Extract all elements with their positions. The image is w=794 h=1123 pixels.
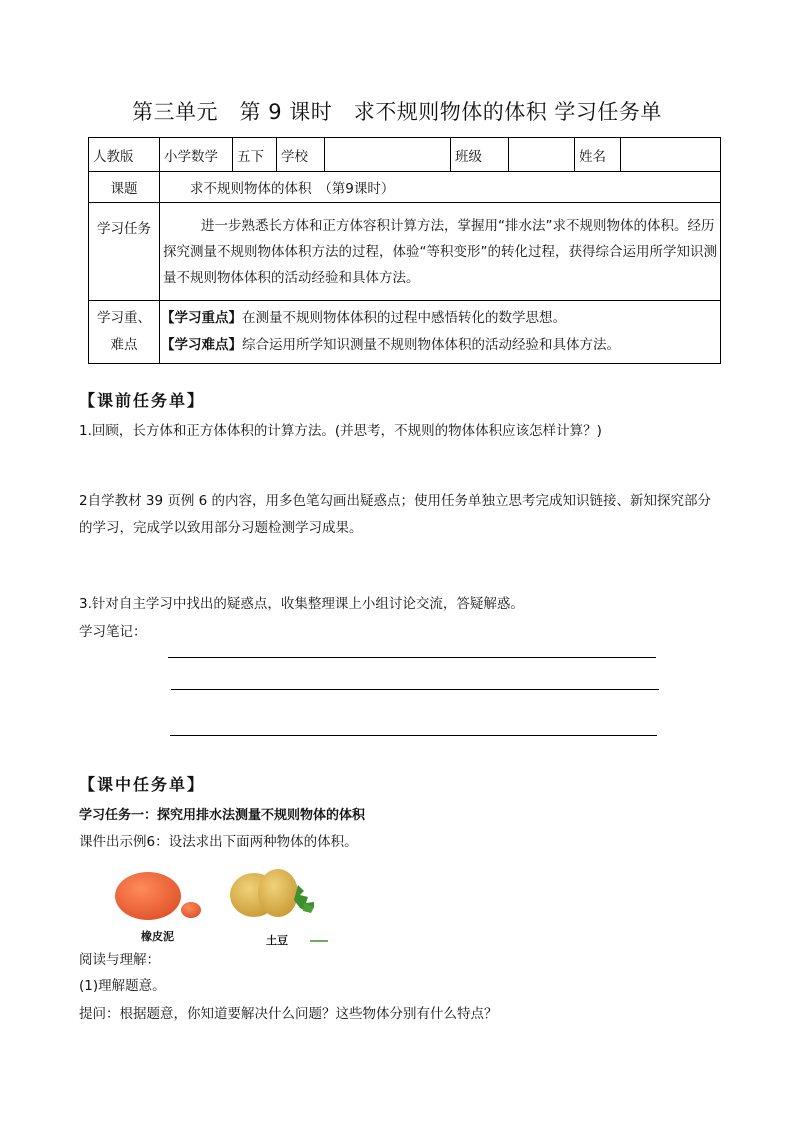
pre-class-item-1: 1.回顾，长方体和正方体体积的计算方法。(并思考，不规则的物体体积应该怎样计算？) <box>79 423 602 439</box>
task-value: 进一步熟悉长方体和正方体容积计算方法，掌握用“排水法”求不规则物体的体积。经历探究测量不规则物体体积方法的过程，体验“等积变形”的转化过程，获得综合运用所学知识测量不规则物体体积的活动经验和具体方法。 <box>160 203 721 301</box>
example-line: 课件出示例6：设法求出下面两种物体的体积。 <box>79 834 358 850</box>
task-label: 学习任务 <box>89 203 160 301</box>
note-line-1[interactable] <box>168 657 656 658</box>
info-table <box>88 137 721 364</box>
difficult-point-text: 综合运用所学知识测量不规则物体体积的活动经验和具体方法。 <box>242 337 620 353</box>
cell-class-value[interactable] <box>509 138 575 172</box>
potato-caption: 土豆 <box>266 934 288 947</box>
step-1: (1)理解题意。 <box>79 978 166 994</box>
difficult-point <box>161 332 720 359</box>
in-class-heading: 【课中任务单】 <box>79 775 206 794</box>
difficult-point-tag: 【学习难点】 <box>161 337 242 353</box>
clay-large <box>115 872 181 920</box>
info-row-header <box>89 138 721 172</box>
question-line: 提问：根据题意，你知道要解决什么问题？这些物体分别有什么特点？ <box>79 1006 498 1022</box>
note-line-3[interactable] <box>170 735 657 736</box>
potato-illustration <box>226 863 332 943</box>
key-point-text: 在测量不规则物体体积的过程中感悟转化的数学思想。 <box>242 310 566 326</box>
cell-publisher: 人教版 <box>89 138 160 172</box>
page-title: 第三单元 第 9 课时 求不规则物体的体积 学习任务单 <box>132 100 662 124</box>
focus-value <box>160 301 721 364</box>
info-row-topic <box>89 172 721 203</box>
cell-school-label: 学校 <box>277 138 325 172</box>
info-row-focus <box>89 301 721 364</box>
clay-caption: 橡皮泥 <box>141 930 174 943</box>
cell-grade: 五下 <box>233 138 277 172</box>
topic-label: 课题 <box>89 172 160 203</box>
potato-image <box>226 863 332 943</box>
note-line-2[interactable] <box>171 689 659 690</box>
pre-class-item-2: 2自学教材 39 页例 6 的内容，用多色笔勾画出疑惑点；使用任务单独立思考完成知识链接、新知探究部分的学习，完成学以致用部分习题检测学习成果。 <box>79 493 712 536</box>
focus-label: 学习重、难点 <box>89 301 160 364</box>
notes-label: 学习笔记： <box>79 624 147 640</box>
key-point-tag: 【学习重点】 <box>161 310 242 326</box>
key-point <box>161 305 720 332</box>
cell-name-label: 姓名 <box>575 138 621 172</box>
pre-class-heading: 【课前任务单】 <box>79 391 206 410</box>
pre-class-item-3: 3.针对自主学习中找出的疑惑点，收集整理课上小组讨论交流，答疑解惑。 <box>79 596 524 612</box>
clay-image <box>108 868 208 924</box>
cell-school-value[interactable] <box>325 138 451 172</box>
cell-class-label: 班级 <box>451 138 509 172</box>
topic-value: 求不规则物体的体积 （第9课时） <box>160 172 721 203</box>
potato-right <box>258 869 298 917</box>
cell-name-value[interactable] <box>621 138 721 172</box>
clay-illustration <box>108 868 208 924</box>
cell-subject: 小学数学 <box>160 138 233 172</box>
read-label: 阅读与理解： <box>79 952 160 968</box>
clay-small <box>181 902 201 918</box>
task1-title: 学习任务一：探究用排水法测量不规则物体的体积 <box>79 808 366 823</box>
info-row-task <box>89 203 721 301</box>
